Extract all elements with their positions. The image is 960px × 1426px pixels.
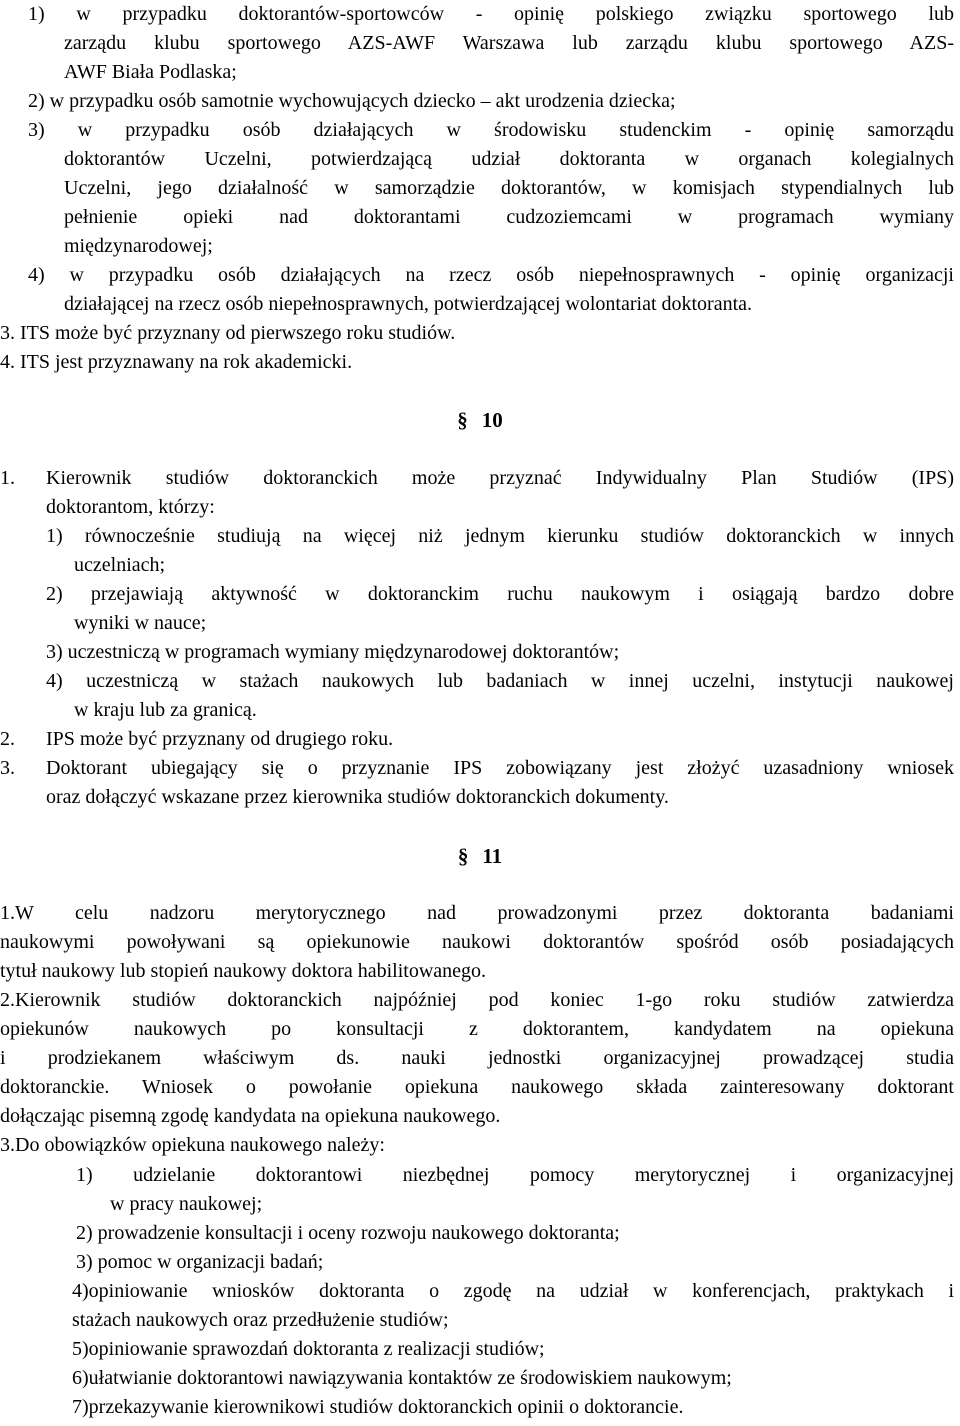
section-heading <box>0 406 960 435</box>
paragraph: 4. ITS jest przyznawany na rok akademicki. <box>0 351 353 373</box>
paragraph: 3.Do obowiązków opiekuna naukowego należy: <box>0 1134 385 1156</box>
text-line: i prodziekanem właściwym ds. nauki jednostki organizacyjnej prowadzącej studia <box>0 1047 954 1069</box>
text-line: dołączając pisemną zgodę kandydata na opiekuna naukowego. <box>0 1105 501 1127</box>
list-item: 3) pomoc w organizacji badań; <box>76 1251 324 1273</box>
list-item: 2) przejawiają aktywność w doktoranckim ruchu naukowym i osiągają bardzo dobre <box>46 583 954 605</box>
section-number: 11 <box>482 844 503 868</box>
text-line: w pracy naukowej; <box>110 1193 263 1215</box>
section-symbol: § <box>457 844 469 868</box>
paragraph: 3. ITS może być przyznany od pierwszego roku studiów. <box>0 322 456 344</box>
text-line: pełnienie opieki nad doktorantami cudzoziemcami w programach wymiany <box>64 206 954 228</box>
paragraph-number: 2. <box>0 728 15 750</box>
text-line: doktoranckie. Wniosek o powołanie opiekuna naukowego składa zainteresowany doktorant <box>0 1076 954 1098</box>
list-item: 5)opiniowanie sprawozdań doktoranta z realizacji studiów; <box>72 1338 545 1360</box>
text-line: Uczelni, jego działalność w samorządzie doktorantów, w komisjach stypendialnych lub <box>64 177 954 199</box>
section-number: 10 <box>481 408 503 432</box>
text-line: doktorantów Uczelni, potwierdzającą udział doktoranta w organach kolegialnych <box>64 148 954 170</box>
list-item: 4) uczestniczą w stażach naukowych lub badaniach w innej uczelni, instytucji naukowej <box>46 670 954 692</box>
paragraph-number: 3. <box>0 757 15 779</box>
text-line: działającej na rzecz osób niepełnosprawnych, potwierdzającej wolontariat doktoranta. <box>64 293 753 315</box>
list-item: 7)przekazywanie kierownikowi studiów doktoranckich opinii o doktorancie. <box>72 1396 684 1418</box>
text-line: doktorantom, którzy: <box>46 496 215 518</box>
list-item: 3) uczestniczą w programach wymiany międzynarodowej doktorantów; <box>46 641 620 663</box>
section-symbol: § <box>457 408 468 432</box>
text-line: naukowymi powoływani są opiekunowie naukowi doktorantów spośród osób posiadających <box>0 931 954 953</box>
text-line: Kierownik studiów doktoranckich może przyznać Indywidualny Plan Studiów (IPS) <box>46 467 954 489</box>
text-line: międzynarodowej; <box>64 235 213 257</box>
paragraph-number: 1. <box>0 467 15 489</box>
text-line: 1.W celu nadzoru merytorycznego nad prowadzonymi przez doktoranta badaniami <box>0 902 954 924</box>
text-line: 2) w przypadku osób samotnie wychowujących dziecko – akt urodzenia dziecka; <box>28 90 676 112</box>
text-line: 1) w przypadku doktorantów-sportowców - opinię polskiego związku sportowego lub <box>28 3 954 25</box>
text-line: tytuł naukowy lub stopień naukowy doktora habilitowanego. <box>0 960 487 982</box>
text-line: w kraju lub za granicą. <box>74 699 257 721</box>
text-line: wyniki w nauce; <box>74 612 207 634</box>
list-item: 4)opiniowanie wniosków doktoranta o zgodę na udział w konferencjach, praktykach i <box>72 1280 954 1302</box>
list-item: 2) prowadzenie konsultacji i oceny rozwoju naukowego doktoranta; <box>76 1222 620 1244</box>
text-line: oraz dołączyć wskazane przez kierownika studiów doktoranckich dokumenty. <box>46 786 669 808</box>
list-item: 1) udzielanie doktorantowi niezbędnej pomocy merytorycznej i organizacyjnej <box>76 1164 954 1186</box>
section-heading <box>0 842 960 871</box>
list-item: 6)ułatwianie doktorantowi nawiązywania kontaktów ze środowiskiem naukowym; <box>72 1367 732 1389</box>
paragraph: IPS może być przyznany od drugiego roku. <box>46 728 394 750</box>
text-line: 3) w przypadku osób działających w środowisku studenckim - opinię samorządu <box>28 119 954 141</box>
text-line: zarządu klubu sportowego AZS-AWF Warszawa lub zarządu klubu sportowego AZS- <box>64 32 954 54</box>
list-item: 1) równocześnie studiują na więcej niż jednym kierunku studiów doktoranckich w innych <box>46 525 954 547</box>
text-line: AWF Biała Podlaska; <box>64 61 237 83</box>
text-line: 2.Kierownik studiów doktoranckich najpóźniej pod koniec 1-go roku studiów zatwierdza <box>0 989 954 1011</box>
text-line: stażach naukowych oraz przedłużenie studiów; <box>72 1309 449 1331</box>
text-line: uczelniach; <box>74 554 166 576</box>
text-line: Doktorant ubiegający się o przyznanie IPS zobowiązany jest złożyć uzasadniony wniosek <box>46 757 954 779</box>
text-line: 4) w przypadku osób działających na rzecz osób niepełnosprawnych - opinię organizacji <box>28 264 954 286</box>
text-line: opiekunów naukowych po konsultacji z doktorantem, kandydatem na opiekuna <box>0 1018 954 1040</box>
